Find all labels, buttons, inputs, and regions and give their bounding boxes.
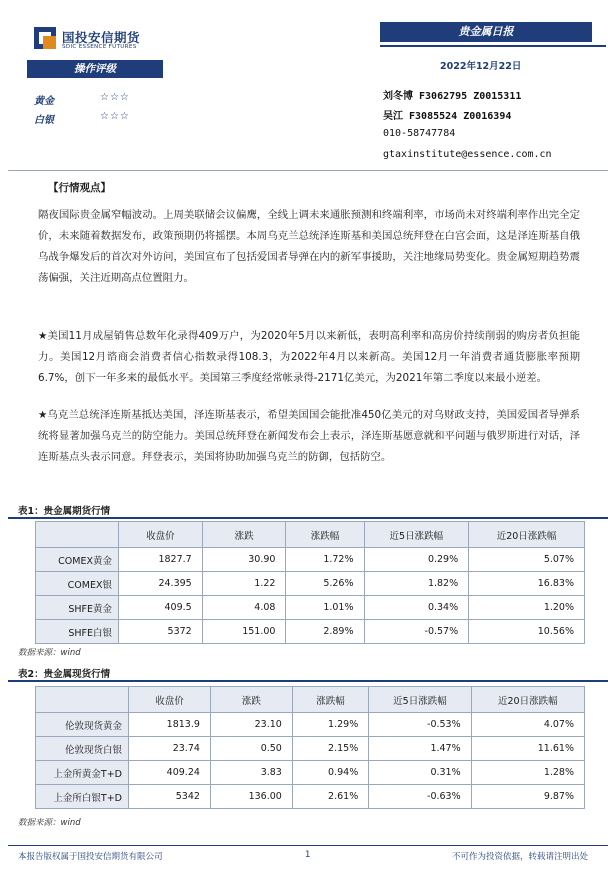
company-name-cn: 国投安信期货 <box>62 30 141 45</box>
table-cell: 5.07% <box>469 548 585 572</box>
table-cell: 23.74 <box>129 737 211 761</box>
table-cell: -0.63% <box>369 785 471 809</box>
contact-phone: 010-58747784 <box>383 128 456 139</box>
table-header-row <box>36 522 585 548</box>
row-label: SHFE白银 <box>36 620 119 644</box>
table-cell: 1827.7 <box>119 548 203 572</box>
table-cell: 1.82% <box>364 572 469 596</box>
table-cell: 23.10 <box>210 713 292 737</box>
table-cell: 1.72% <box>286 548 364 572</box>
table-header-cell: 涨跌 <box>210 687 292 713</box>
table-cell: 2.15% <box>292 737 368 761</box>
futures-table <box>35 521 585 644</box>
paragraph-us-data: ★美国11月成屋销售总数年化录得409万户，为2020年5月以来新低，表明高利率和高房价持续削弱的购房者负担能力。美国12月谘商会消费者信心指数录得108.3，为2022年4月以来新高。美国12月一年消费者通货膨胀率预期6.7%，创下一年多来的最低水平。美国第三季度经常帐录得-2171亿美元，为2021年第二季度以来最小逆差。 <box>38 330 580 384</box>
row-label: 上金所黄金T+D <box>36 761 129 785</box>
table1-source: 数据来源：wind <box>18 648 81 658</box>
row-label: COMEX银 <box>36 572 119 596</box>
table-cell: 0.31% <box>369 761 471 785</box>
table-header-cell: 涨跌幅 <box>286 522 364 548</box>
page-number: 1 <box>305 850 311 860</box>
table-cell: -0.57% <box>364 620 469 644</box>
table-cell: 11.61% <box>471 737 584 761</box>
contact-email[interactable]: gtaxinstitute@essence.com.cn <box>383 149 552 160</box>
rating-stars-gold: ☆☆☆ <box>100 92 130 103</box>
footer-disclaimer: 不可作为投资依据，转载请注明出处 <box>452 852 589 862</box>
paragraph-geopolitics: ★乌克兰总统泽连斯基抵达美国，泽连斯基表示，希望美国国会能批准450亿美元的对乌财政支持，美国爱国者导弹系统将显著加强乌克兰的防空能力。美国总统拜登在新闻发布会上表示，泽连斯基愿意就和平问题与俄罗斯进行对话，泽连斯基点头表示同意。拜登表示，美国将协助加强乌克兰的防御，包括防空。 <box>38 409 580 463</box>
table-cell: 1813.9 <box>129 713 211 737</box>
row-label: COMEX黄金 <box>36 548 119 572</box>
table-cell: 1.28% <box>471 761 584 785</box>
table-row <box>36 761 585 785</box>
table-header-cell: 涨跌幅 <box>292 687 368 713</box>
spot-table <box>35 686 585 809</box>
table-header-cell: 近5日涨跌幅 <box>364 522 469 548</box>
table-cell: -0.53% <box>369 713 471 737</box>
table2-rule <box>8 680 608 682</box>
table1-rule <box>8 517 608 519</box>
table-cell: 0.34% <box>364 596 469 620</box>
table-header-cell: 收盘价 <box>119 522 203 548</box>
table-cell: 10.56% <box>469 620 585 644</box>
table-header-cell: 涨跌 <box>202 522 286 548</box>
paragraph-overview: 隔夜国际贵金属窄幅波动。上周美联储会议偏鹰，全线上调未来通胀预测和终端利率，市场尚未对终端利率作出完全定价，未来随着数据发布，政策预期仍将摇摆。本周乌克兰总统泽连斯基和美国总统拜登在白宫会面，这是泽连斯基自俄乌战争爆发后的首次对外访问，美国宣布了包括爱国者导弹在内的新军事援助，关注地缘局势变化。贵金属短期趋势震荡偏强，关注近期高点位置阻力。 <box>38 209 580 284</box>
header-rule <box>380 45 606 47</box>
table-cell: 16.83% <box>469 572 585 596</box>
table-cell: 3.83 <box>210 761 292 785</box>
table-cell: 1.20% <box>469 596 585 620</box>
table-cell: 0.94% <box>292 761 368 785</box>
market-view-title: 【行情观点】 <box>48 182 111 194</box>
company-logo-icon <box>34 27 56 49</box>
table-header-cell <box>36 522 119 548</box>
table-header-cell: 近20日涨跌幅 <box>471 687 584 713</box>
table-row <box>36 785 585 809</box>
rating-name-silver: 白银 <box>34 115 54 126</box>
table-row <box>36 713 585 737</box>
table-row <box>36 737 585 761</box>
table-header-row <box>36 687 585 713</box>
table-header-cell <box>36 687 129 713</box>
table-cell: 24.395 <box>119 572 203 596</box>
table-cell: 1.22 <box>202 572 286 596</box>
analyst-1: 刘冬博 F3062795 Z0015311 <box>383 91 522 102</box>
table-cell: 2.89% <box>286 620 364 644</box>
table-cell: 30.90 <box>202 548 286 572</box>
row-label: 伦敦现货黄金 <box>36 713 129 737</box>
table-cell: 1.01% <box>286 596 364 620</box>
table-cell: 0.29% <box>364 548 469 572</box>
table1-title: 表1：贵金属期货行情 <box>18 506 111 517</box>
footer-copyright: 本报告版权属于国投安信期货有限公司 <box>18 852 163 862</box>
table-header-cell: 近20日涨跌幅 <box>469 522 585 548</box>
report-date: 2022年12月22日 <box>440 61 522 72</box>
row-label: 上金所白银T+D <box>36 785 129 809</box>
table-header-cell: 近5日涨跌幅 <box>369 687 471 713</box>
table-cell: 409.24 <box>129 761 211 785</box>
table2-source: 数据来源：wind <box>18 818 81 828</box>
footer-rule <box>8 845 608 846</box>
table2-title: 表2：贵金属现货行情 <box>18 669 111 680</box>
table-row <box>36 548 585 572</box>
table-cell: 5342 <box>129 785 211 809</box>
table-cell: 1.47% <box>369 737 471 761</box>
table-cell: 0.50 <box>210 737 292 761</box>
rating-stars-silver: ☆☆☆ <box>100 111 130 122</box>
header-divider <box>8 170 608 171</box>
table-cell: 5372 <box>119 620 203 644</box>
rating-title: 操作评级 <box>27 60 163 78</box>
row-label: 伦敦现货白银 <box>36 737 129 761</box>
row-label: SHFE黄金 <box>36 596 119 620</box>
table-cell: 5.26% <box>286 572 364 596</box>
table-cell: 151.00 <box>202 620 286 644</box>
table-cell: 409.5 <box>119 596 203 620</box>
table-header-cell: 收盘价 <box>129 687 211 713</box>
table-cell: 4.07% <box>471 713 584 737</box>
analyst-2: 吴江 F3085524 Z0016394 <box>383 111 512 122</box>
table-cell: 9.87% <box>471 785 584 809</box>
table-row <box>36 596 585 620</box>
table-cell: 4.08 <box>202 596 286 620</box>
table-cell: 2.61% <box>292 785 368 809</box>
table-cell: 1.29% <box>292 713 368 737</box>
rating-name-gold: 黄金 <box>34 96 54 107</box>
table-row <box>36 572 585 596</box>
table-row <box>36 620 585 644</box>
table-cell: 136.00 <box>210 785 292 809</box>
company-name-en: SDIC ESSENCE FUTURES <box>62 44 137 50</box>
report-title: 贵金属日报 <box>380 22 592 42</box>
